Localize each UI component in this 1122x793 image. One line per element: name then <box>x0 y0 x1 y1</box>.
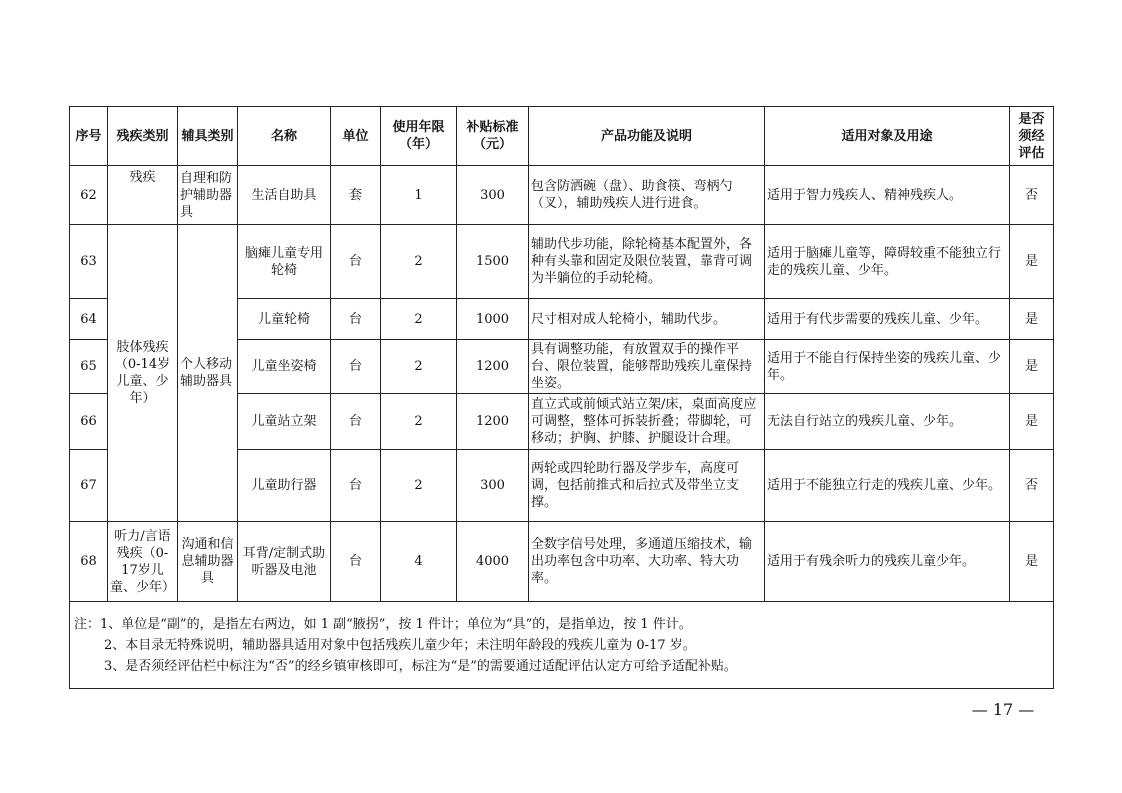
row-unit: 台 <box>331 522 381 602</box>
row-evaluation: 是 <box>1010 225 1054 299</box>
row-subsidy: 300 <box>457 166 529 225</box>
header-unit: 单位 <box>331 107 381 166</box>
row-years: 2 <box>381 340 457 394</box>
row-unit: 台 <box>331 450 381 522</box>
row-disability-type: 听力/言语残疾（0-17岁儿童、少年） <box>108 522 178 602</box>
row-seq: 63 <box>70 225 108 299</box>
header-eval-line3: 评估 <box>1018 145 1045 161</box>
page-number: — 17 — <box>971 700 1035 719</box>
row-description: 全数字信号处理，多通道压缩技术，输出功率包含中功率、大功率、特大功率。 <box>529 522 765 602</box>
header-disability-type: 残疾类别 <box>108 107 178 166</box>
row-name: 脑瘫儿童专用轮椅 <box>238 225 331 299</box>
row-aid-type: 个人移动辅助器具 <box>178 225 238 522</box>
notes-cell <box>70 602 1054 689</box>
row-seq: 68 <box>70 522 108 602</box>
table-row <box>70 522 1054 602</box>
row-target: 适用于智力残疾人、精神残疾人。 <box>765 166 1010 225</box>
row-description: 两轮或四轮助行器及学步车，高度可调，包括前推式和后拉式及带坐立支撑。 <box>529 450 765 522</box>
table-row <box>70 225 1054 299</box>
row-seq: 65 <box>70 340 108 394</box>
header-subsidy-line1: 补贴标准 <box>466 120 519 135</box>
row-years: 2 <box>381 225 457 299</box>
note-3: 3、是否须经评估栏中标注为“否”的经乡镇审核即可，标注为“是”的需要通过适配评估认定方可给予适配补贴。 <box>104 658 737 674</box>
row-description: 直立式或前倾式站立架/床，桌面高度应可调整，整体可拆装折叠；带脚轮，可移动；护胸、护膝、护腿设计合理。 <box>529 394 765 450</box>
row-target: 适用于不能独立行走的残疾儿童、少年。 <box>765 450 1010 522</box>
row-evaluation: 是 <box>1010 394 1054 450</box>
row-aid-type: 沟通和信息辅助器具 <box>178 522 238 602</box>
row-years: 2 <box>381 394 457 450</box>
row-subsidy: 1200 <box>457 394 529 450</box>
header-subsidy-line2: （元） <box>472 137 512 152</box>
row-name: 生活自助具 <box>238 166 331 225</box>
subsidy-catalog-table <box>69 106 1054 689</box>
header-seq: 序号 <box>70 107 108 166</box>
header-aid-type: 辅具类别 <box>178 107 238 166</box>
row-name: 耳背/定制式助听器及电池 <box>238 522 331 602</box>
row-evaluation: 否 <box>1010 450 1054 522</box>
row-years: 2 <box>381 299 457 340</box>
row-aid-type: 自理和防护辅助器具 <box>178 166 238 225</box>
row-name: 儿童站立架 <box>238 394 331 450</box>
row-name: 儿童坐姿椅 <box>238 340 331 394</box>
row-target: 适用于脑瘫儿童等，障碍较重不能独立行走的残疾儿童、少年。 <box>765 225 1010 299</box>
row-subsidy: 1500 <box>457 225 529 299</box>
row-description: 包含防洒碗（盘）、助食筷、弯柄勺（叉），辅助残疾人进行进食。 <box>529 166 765 225</box>
row-unit: 台 <box>331 394 381 450</box>
row-years: 2 <box>381 450 457 522</box>
row-evaluation: 是 <box>1010 299 1054 340</box>
note-2: 2、本目录无特殊说明，辅助器具适用对象中包括残疾儿童少年；未注明年龄段的残疾儿童为 0-17 岁。 <box>104 637 696 653</box>
row-subsidy: 300 <box>457 450 529 522</box>
row-target: 适用于有残余听力的残疾儿童少年。 <box>765 522 1010 602</box>
row-unit: 套 <box>331 166 381 225</box>
header-years <box>381 107 457 166</box>
row-target: 适用于有代步需要的残疾儿童、少年。 <box>765 299 1010 340</box>
row-years: 1 <box>381 166 457 225</box>
row-description: 具有调整功能，有放置双手的操作平台、限位装置，能够帮助残疾儿童保持坐姿。 <box>529 340 765 394</box>
row-unit: 台 <box>331 299 381 340</box>
notes-row <box>70 602 1054 689</box>
row-seq: 62 <box>70 166 108 225</box>
row-description: 尺寸相对成人轮椅小，辅助代步。 <box>529 299 765 340</box>
row-seq: 66 <box>70 394 108 450</box>
row-evaluation: 是 <box>1010 522 1054 602</box>
row-name: 儿童助行器 <box>238 450 331 522</box>
header-name: 名称 <box>238 107 331 166</box>
header-eval-line2: 须经 <box>1018 128 1045 144</box>
table-header-row <box>70 107 1054 166</box>
row-description: 辅助代步功能，除轮椅基本配置外，各种有头靠和固定及限位装置，靠背可调为半躺位的手动轮椅。 <box>529 225 765 299</box>
header-description: 产品功能及说明 <box>529 107 765 166</box>
row-disability-type: 肢体残疾（0-14岁儿童、少年） <box>108 225 178 522</box>
row-subsidy: 1000 <box>457 299 529 340</box>
row-target: 无法自行站立的残疾儿童、少年。 <box>765 394 1010 450</box>
row-evaluation: 否 <box>1010 166 1054 225</box>
row-evaluation: 是 <box>1010 340 1054 394</box>
header-target: 适用对象及用途 <box>765 107 1010 166</box>
header-evaluation <box>1010 107 1054 166</box>
note-1: 注：1、单位是“副”的，是指左右两边，如 1 副“腋拐”，按 1 件计；单位为“具”的，是指单边，按 1 件计。 <box>74 616 692 632</box>
row-subsidy: 1200 <box>457 340 529 394</box>
row-unit: 台 <box>331 340 381 394</box>
row-target: 适用于不能自行保持坐姿的残疾儿童、少年。 <box>765 340 1010 394</box>
header-years-line1: 使用年限 <box>392 120 445 135</box>
header-subsidy <box>457 107 529 166</box>
row-unit: 台 <box>331 225 381 299</box>
row-seq: 64 <box>70 299 108 340</box>
header-eval-line1: 是否 <box>1018 111 1045 127</box>
header-years-line2: （年） <box>398 137 438 152</box>
row-name: 儿童轮椅 <box>238 299 331 340</box>
row-subsidy: 4000 <box>457 522 529 602</box>
row-seq: 67 <box>70 450 108 522</box>
row-disability-type: 残疾 <box>108 166 178 225</box>
row-years: 4 <box>381 522 457 602</box>
table-row <box>70 166 1054 225</box>
